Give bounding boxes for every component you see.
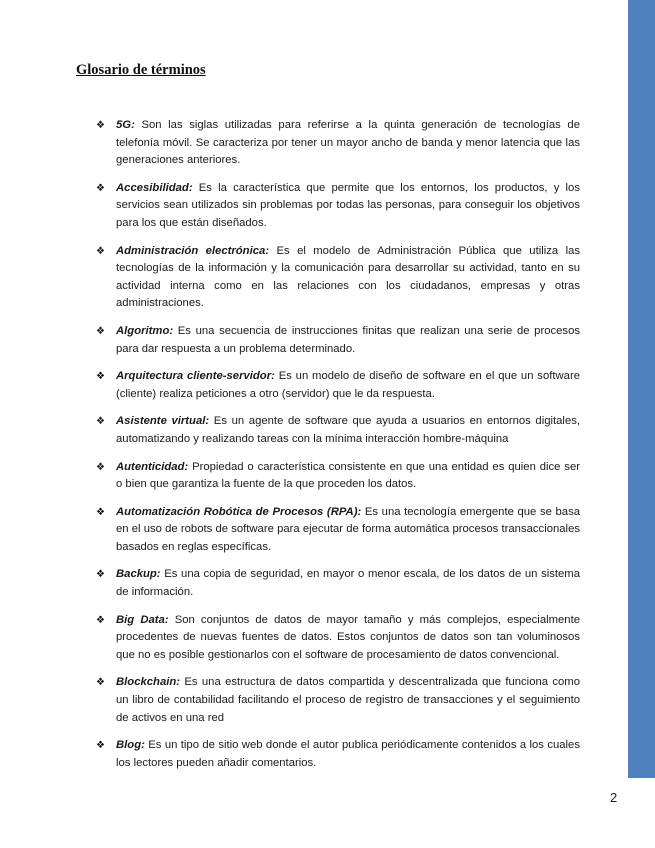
glossary-definition: Propiedad o característica consistente en que una entidad es quien dice ser o bien que garantiza la fuente de la que proceden los datos. — [116, 460, 581, 491]
diamond-bullet-icon: ❖ — [96, 325, 105, 337]
glossary-entry — [96, 612, 580, 665]
glossary-term: Automatización Robótica de Procesos (RPA): — [116, 505, 362, 518]
glossary-term: Asistente virtual: — [116, 415, 210, 428]
glossary-term: Backup: — [116, 568, 161, 581]
glossary-definition: Es un agente de software que ayuda a usuarios en entornos digitales, automatizando y realizando tareas con la mínima interacción hombre-máquina — [116, 415, 581, 445]
diamond-bullet-icon: ❖ — [96, 614, 105, 626]
diamond-bullet-icon: ❖ — [96, 740, 105, 752]
glossary-definition: Son conjuntos de datos de mayor tamaño y más complejos, especialmente procedentes de nuevas fuentes de datos. Estos conjuntos de datos son tan voluminosos que no es posible gestionarlos con el software de procesamiento de datos convencional. — [116, 613, 581, 661]
glossary-definition: Es un modelo de diseño de software en el que un software (cliente) realiza peticiones a otro (servidor) que le da respuesta. — [116, 370, 580, 400]
glossary-term: Blog: — [116, 739, 145, 752]
glossary-definition: Son las siglas utilizadas para referirse a la quinta generación de tecnologías de telefonía móvil. Se caracteriza por tener un mayor ancho de banda y menor latencia que las generaciones anteriores. — [116, 119, 580, 167]
glossary-term: Arquitectura cliente-servidor: — [116, 370, 275, 383]
diamond-bullet-icon: ❖ — [96, 461, 105, 473]
diamond-bullet-icon: ❖ — [96, 245, 105, 257]
diamond-bullet-icon: ❖ — [96, 182, 105, 194]
glossary-term: 5G: — [116, 119, 135, 131]
glossary-definition: Es una tecnología emergente que se basa en el uso de robots de software para ejecutar de forma automática procesos transaccionales basados en reglas específicas. — [116, 505, 580, 553]
glossary-entry — [96, 504, 580, 557]
glossary-entry — [96, 674, 580, 727]
diamond-bullet-icon: ❖ — [96, 569, 105, 581]
page-number: 2 — [610, 790, 618, 805]
page-title: Glosario de términos — [76, 62, 206, 78]
glossary-term: Accesibilidad: — [116, 181, 193, 194]
glossary-term: Big Data: — [116, 613, 169, 626]
diamond-bullet-icon: ❖ — [96, 371, 105, 383]
diamond-bullet-icon: ❖ — [96, 120, 105, 131]
glossary-definition: Es una copia de seguridad, en mayor o menor escala, de los datos de un sistema de información. — [116, 568, 581, 599]
glossary-term: Algoritmo: — [116, 324, 174, 337]
glossary-definition: Es una estructura de datos compartida y descentralizada que funciona como un libro de contabilidad facilitando el proceso de registro de transacciones y el seguimiento de activos en una red — [116, 676, 580, 724]
glossary-definition: Es una secuencia de instrucciones finitas que realizan una serie de procesos para dar respuesta a un problema determinado. — [116, 324, 581, 355]
diamond-bullet-icon: ❖ — [96, 506, 105, 518]
diamond-bullet-icon: ❖ — [96, 416, 105, 428]
glossary-entry — [96, 117, 580, 170]
glossary-definition: Es la característica que permite que los entornos, los productos, y los servicios sean utilizados sin problemas por todas las personas, para conseguir los objetivos para los que están diseñados. — [116, 181, 580, 229]
glossary-definition: Es un tipo de sitio web donde el autor publica periódicamente contenidos a los cuales los lectores pueden añadir comentarios. — [116, 739, 580, 769]
diamond-bullet-icon: ❖ — [96, 677, 105, 689]
glossary-term: Administración electrónica: — [116, 244, 270, 257]
glossary-entry — [96, 368, 580, 403]
glossary-term: Autenticidad: — [116, 460, 189, 473]
glossary-entry — [96, 737, 580, 772]
side-accent-bar — [628, 0, 655, 778]
glossary-entry — [96, 243, 580, 313]
glossary-definition: Es el modelo de Administración Pública que utiliza las tecnologías de la información y la comunicación para desarrollar su actividad, tanto en su actividad interna como en las relaciones con los ciudadanos, empresas y otras administraciones. — [116, 244, 581, 310]
glossary-entry — [96, 323, 580, 358]
glossary-list — [96, 117, 580, 772]
glossary-term: Blockchain: — [116, 676, 181, 689]
glossary-entry — [96, 180, 580, 233]
glossary-entry — [96, 413, 580, 448]
glossary-entry — [96, 566, 580, 601]
glossary-entry — [96, 459, 580, 494]
